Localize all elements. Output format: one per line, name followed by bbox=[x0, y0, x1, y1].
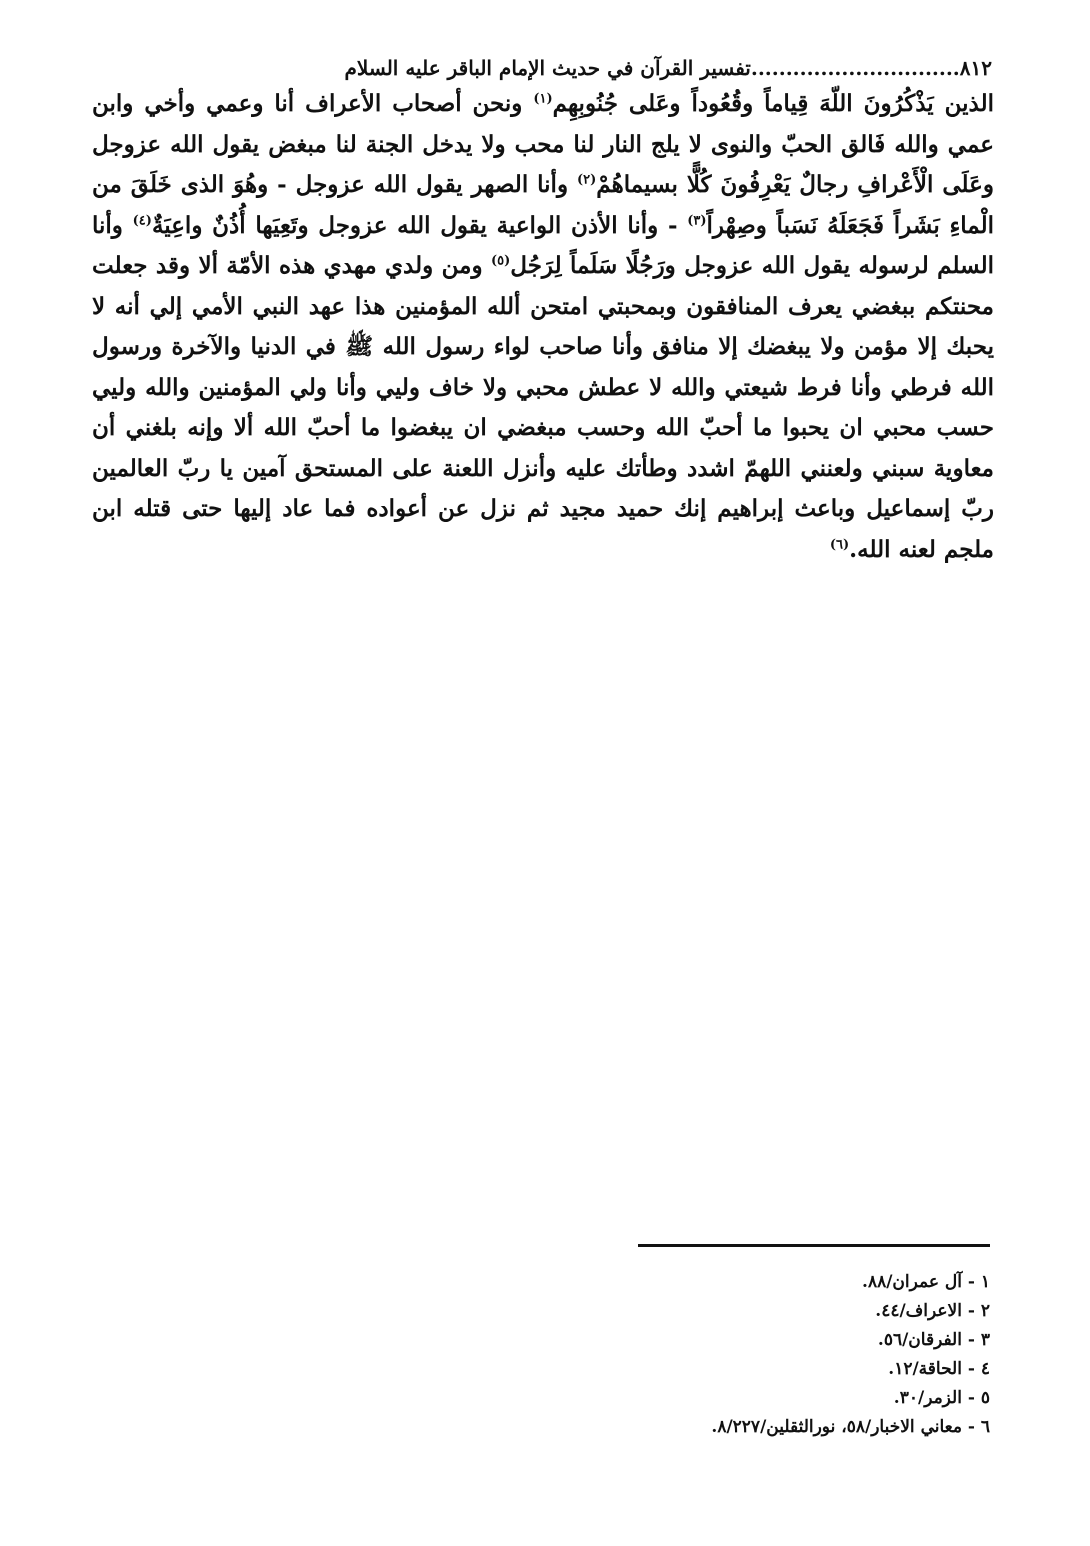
footnote-item: ٥ - الزمر/٣٠. bbox=[893, 1388, 990, 1408]
footnote-item: ٦ - معاني الاخبار/٥٨، نورالثقلين/٨/٢٢٧. bbox=[711, 1417, 990, 1437]
footnote-ref-1: (١) bbox=[533, 91, 553, 107]
page-number: ٨١٢ bbox=[959, 56, 992, 80]
header-title: تفسير القرآن في حديث الإمام الباقر عليه السلام bbox=[344, 56, 751, 80]
footnote-item: ٣ - الفرقان/٥٦. bbox=[877, 1330, 990, 1350]
running-header bbox=[96, 50, 992, 86]
text-segment: وأنا السلم لرسوله يقول الله عزوجل ورَجُلًا سَلَماً لِرَجُل bbox=[92, 211, 994, 279]
text-segment: - وأنا الأذن الواعية يقول الله عزوجل وتَعِيَها أُذُنٌ واعِيَةٌ bbox=[151, 211, 688, 239]
footnote-item: ٢ - الاعراف/٤٤. bbox=[875, 1301, 990, 1321]
text-segment: ونحن أصحاب الأعراف أنا وعمي وأخي وابن عمي والله فَالق الحبّ والنوى لا يلج النار لنا محب ولا يدخل الجنة لنا مبغض يقول الله عزوجل وعَلَى الْأَعْرافِ رجالٌ يَعْرِفُونَ كُلًّا بسيماهُمْ bbox=[92, 90, 994, 198]
footnote-ref-5: (٥) bbox=[491, 253, 511, 269]
footnote-ref-3: (٣) bbox=[687, 212, 707, 228]
footnote-ref-4: (٤) bbox=[132, 212, 152, 228]
main-text bbox=[92, 84, 994, 570]
text-segment: الذين يَذْكُرُونَ اللّهَ قِياماً وقُعُوداً وعَلى جُنُوبِهِم bbox=[552, 90, 994, 117]
header-leader-dots: .............................. bbox=[750, 56, 960, 80]
text-segment: ومن ولدي مهدي هذه الأمّة ألا وقد جعلت محنتكم ببغضي يعرف المنافقون وبمحبتي امتحن ألله المؤمنين هذا عهد النبي الأمي إلي أنه لا يحبك إلا مؤمن ولا يبغضك إلا منافق وأنا صاحب لواء رسول الله ﷺ في الدنيا والآخرة ورسول الله فرطي وأنا فرط شيعتي والله لا عطش محبي ولا خاف وليي وأنا ولي المؤمنين والله وليي حسب محبي ان يحبوا ما أحبّ الله وحسب مبغضي ان يبغضوا ما أحبّ الله ألا وإنه بلغني أن معاوية سبني ولعنني اللهمّ اشدد وطأتك عليه وأنزل اللعنة على المستحق آمين يا ربّ العالمين ربّ إسماعيل وباعث إبراهيم إنك حميد مجيد ثم نزل عن أعواده فما عاد إليها حتى قتله ابن ملجم لعنه الله. bbox=[92, 252, 994, 563]
main-paragraph bbox=[92, 84, 994, 570]
text-segment: وأنا الصهر يقول الله عزوجل - وهُوَ الذى خَلَقَ من الْماءِ بَشَراً فَجَعَلَهُ نَسَباً وصِهْراً bbox=[92, 171, 994, 239]
footnote-item: ٤ - الحاقة/١٢. bbox=[888, 1359, 990, 1379]
footnote-item: ١ - آل عمران/٨٨. bbox=[862, 1272, 990, 1292]
footnote-ref-6: (٦) bbox=[829, 536, 850, 552]
footnote-separator bbox=[638, 1244, 990, 1247]
footnotes-list bbox=[560, 1268, 990, 1442]
footnote-ref-2: (٢) bbox=[576, 172, 597, 188]
